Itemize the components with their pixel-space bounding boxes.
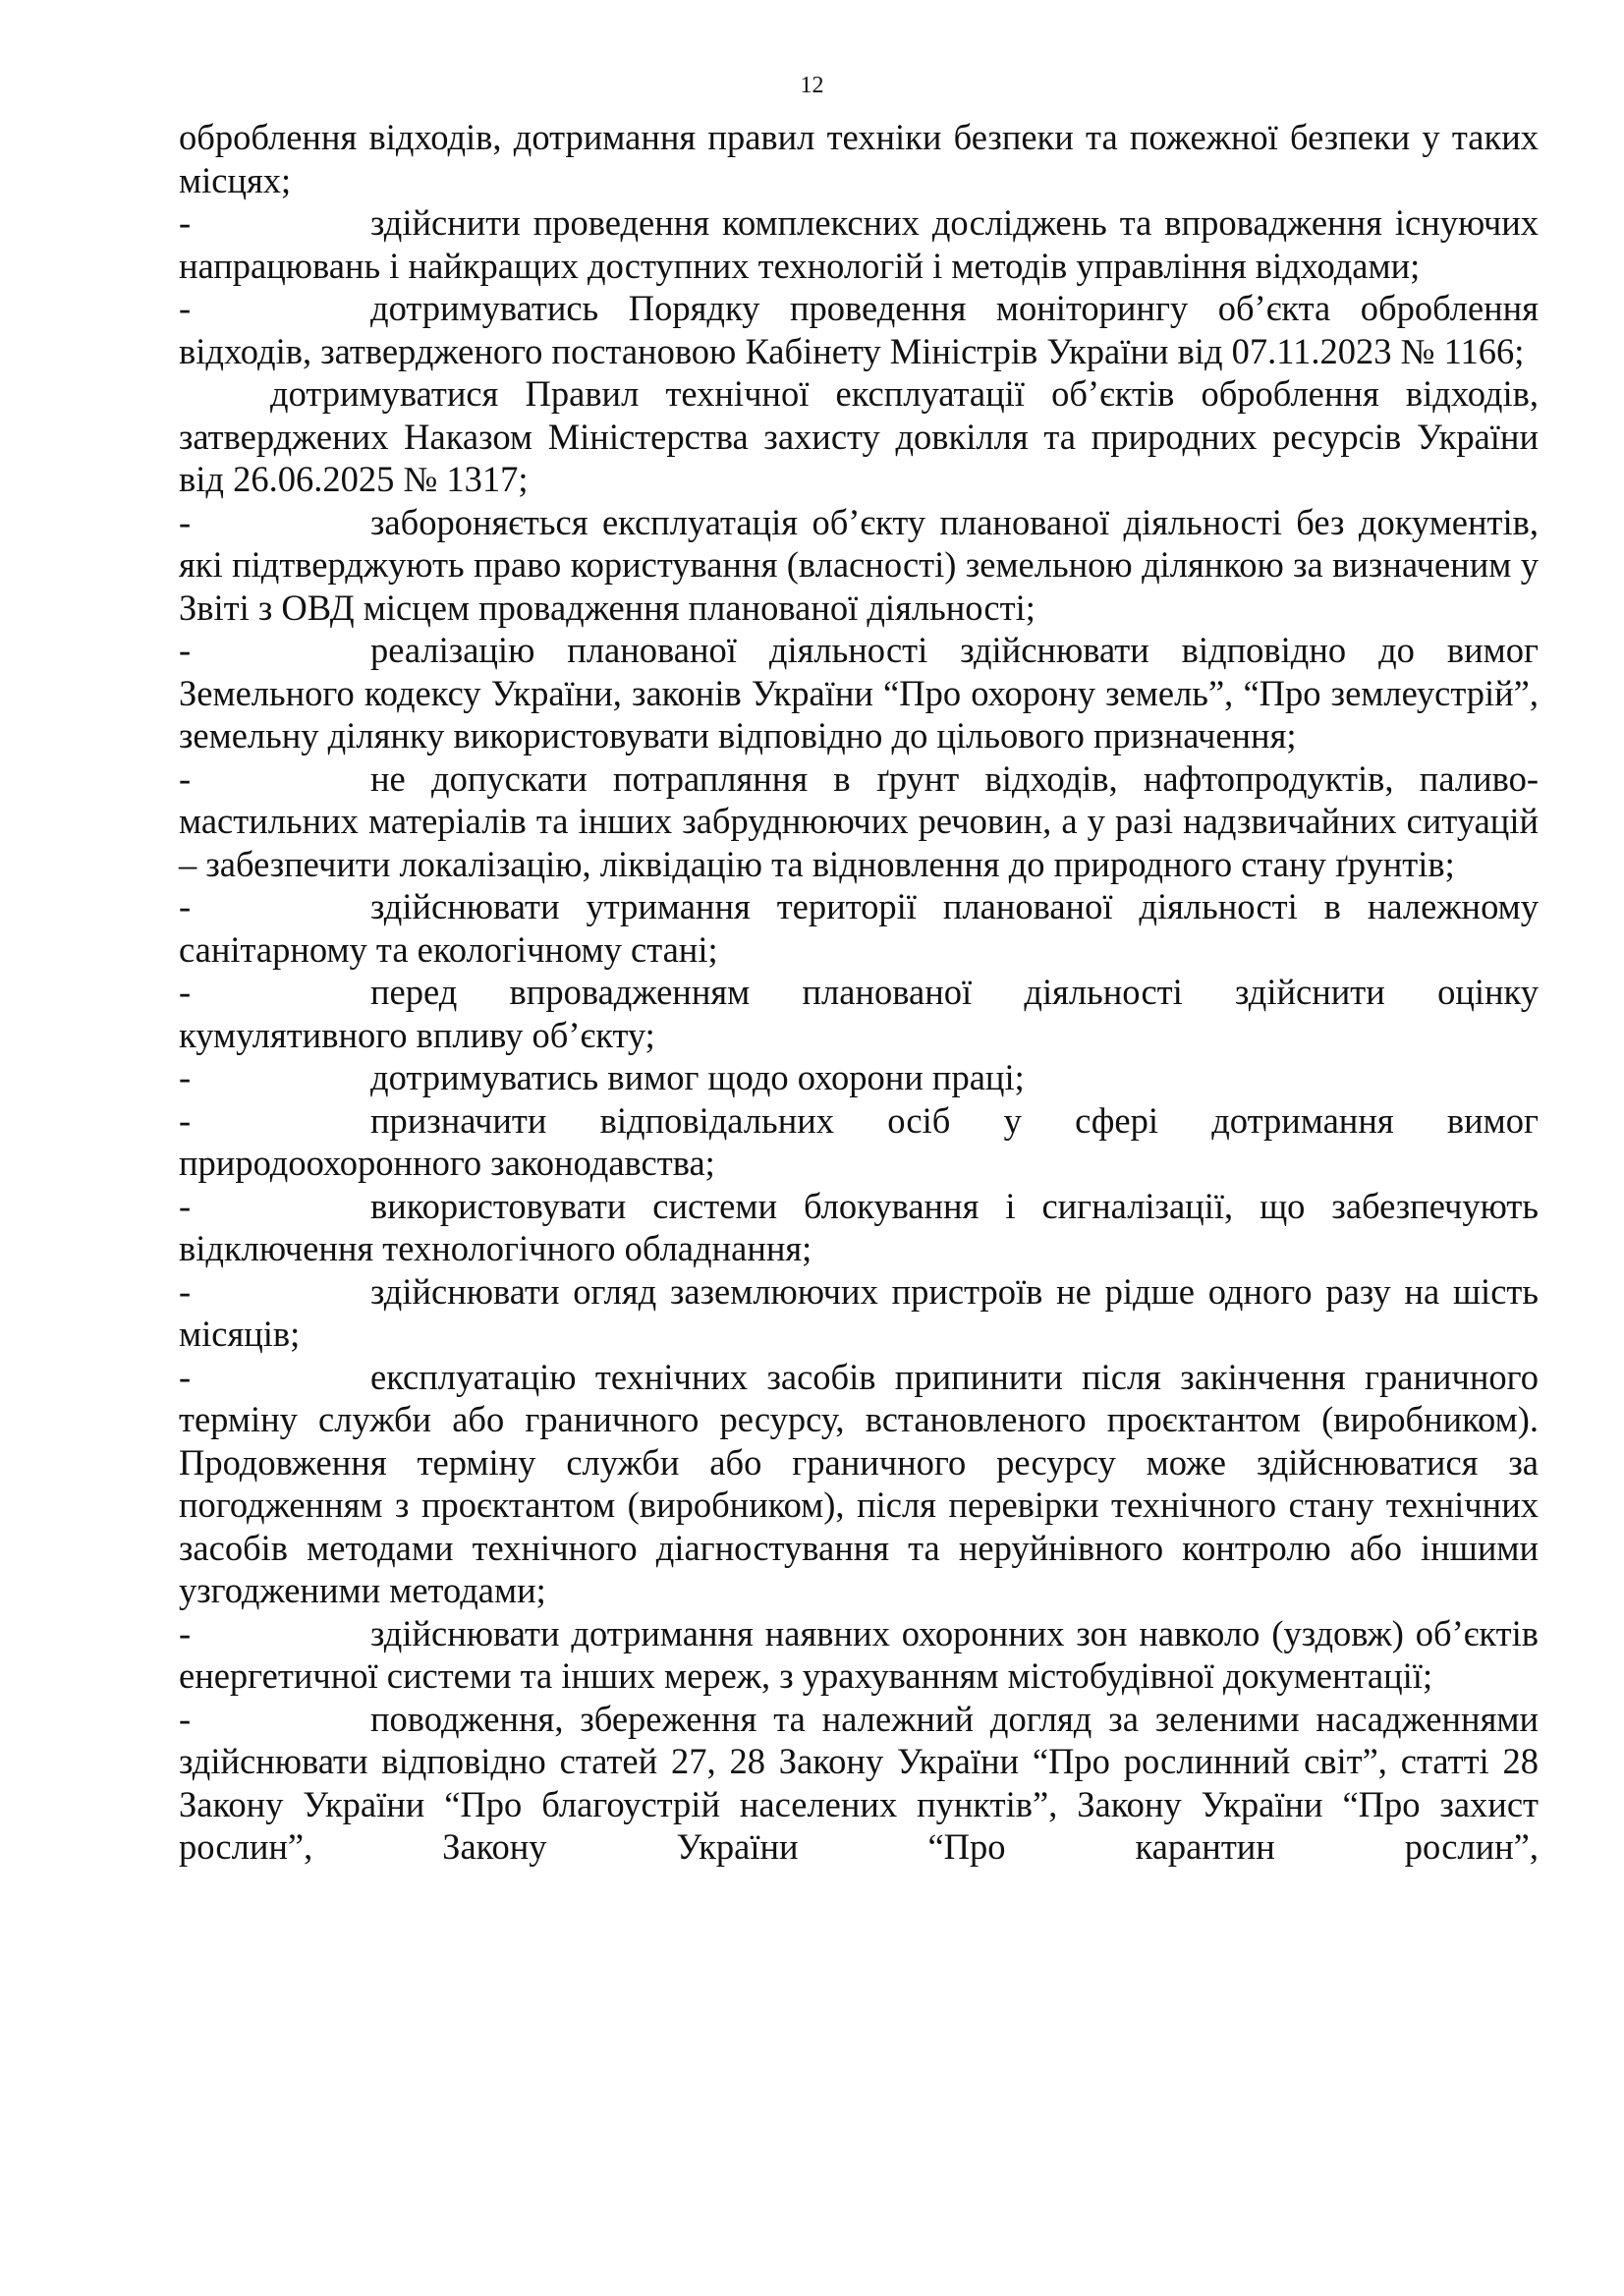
bullet-paragraph — [179, 1698, 1539, 1869]
bullet-paragraph — [179, 1056, 1539, 1099]
paragraph-text: перед впровадженням планованої діяльності здійснити оцінку кумулятивного впливу об’єкту; — [179, 972, 1539, 1055]
bullet-dash — [179, 501, 370, 544]
bullet-dash — [179, 287, 370, 330]
bullet-paragraph — [179, 287, 1539, 372]
paragraph-text: здійснювати огляд заземлюючих пристроїв не рідше одного разу на шість місяців; — [179, 1270, 1539, 1354]
bullet-dash — [179, 1356, 370, 1399]
dash-glyph: - — [179, 288, 192, 328]
bullet-paragraph — [179, 629, 1539, 757]
dash-glyph: - — [179, 1099, 192, 1141]
paragraph-text: здійснювати утримання території планованої діяльності в належному санітарному та екологічному стані; — [179, 886, 1539, 970]
bullet-paragraph — [179, 501, 1539, 630]
paragraph-text: не допускати потрапляння в ґрунт відходів, нафтопродуктів, паливо-мастильних матеріалів та інших забруднюючих речовин, а у разі надзвичайних ситуацій – забезпечити локалізацію, ліквідацію та відновлення до природного стану ґрунтів; — [179, 757, 1539, 884]
bullet-dash — [179, 1270, 370, 1314]
bullet-paragraph — [179, 1099, 1539, 1185]
indented-paragraph — [179, 372, 1539, 501]
bullet-dash — [179, 757, 370, 801]
dash-glyph: - — [179, 501, 192, 542]
dash-glyph: - — [179, 972, 192, 1012]
paragraph-text: здійснювати дотримання наявних охоронних зон навколо (уздовж) об’єктів енергетичної системи та інших мереж, з урахуванням містобудівної документації; — [179, 1612, 1539, 1696]
bullet-dash — [179, 1612, 370, 1655]
dash-glyph: - — [179, 757, 192, 799]
bullet-dash — [179, 1185, 370, 1228]
bullet-paragraph — [179, 1185, 1539, 1270]
continued-paragraph — [179, 116, 1539, 201]
paragraph-text: оброблення відходів, дотримання правил техніки безпеки та пожежної безпеки у таких місцях; — [179, 117, 1539, 200]
paragraph-text: реалізацію планованої діяльності здійснювати відповідно до вимог Земельного кодексу України, законів України “Про охорону земель”, “Про землеустрій”, земельну ділянку використовувати відповідно до цільового призначення; — [179, 630, 1539, 756]
dash-glyph: - — [179, 630, 192, 670]
bullet-dash — [179, 201, 370, 245]
paragraph-text: поводження, збереження та належний догляд за зеленими насадженнями здійснювати відповідно статей 27, 28 Закону України “Про рослинний світ”, статті 28 Закону України “Про благоустрій населених пунктів”, Закону України “Про захист рослин”, Закону України “Про карантин рослин”, — [179, 1698, 1539, 1867]
dash-glyph: - — [179, 1057, 192, 1097]
dash-glyph: - — [179, 1185, 192, 1226]
paragraph-text: дотримуватись вимог щодо охорони праці; — [370, 1057, 1025, 1097]
paragraph-text: забороняється експлуатація об’єкту планованої діяльності без документів, які підтверджують право користування (власності) земельною ділянкою за визначеним у Звіті з ОВД місцем провадження планованої діяльності; — [179, 501, 1539, 628]
bullet-paragraph — [179, 1270, 1539, 1356]
dash-glyph: - — [179, 1698, 192, 1739]
paragraph-text: використовувати системи блокування і сигналізації, що забезпечують відключення технологічного обладнання; — [179, 1185, 1539, 1268]
bullet-dash — [179, 971, 370, 1014]
document-body — [179, 116, 1539, 1869]
dash-glyph: - — [179, 886, 192, 926]
bullet-paragraph — [179, 201, 1539, 287]
bullet-paragraph — [179, 971, 1539, 1056]
dash-glyph: - — [179, 202, 192, 243]
bullet-dash — [179, 629, 370, 672]
bullet-dash — [179, 1099, 370, 1143]
bullet-paragraph — [179, 1612, 1539, 1698]
paragraph-text: призначити відповідальних осіб у сфері дотримання вимог природоохоронного законодавства; — [179, 1099, 1539, 1183]
paragraph-text: експлуатацію технічних засобів припинити після закінчення граничного терміну служби або граничного ресурсу, встановленого проєктантом (виробником). Продовження терміну служби або граничного ресурсу може здійснюватися за погодженням з проєктантом (виробником), після перевірки технічного стану технічних засобів методами технічного діагностування та неруйнівного контролю або іншими узгодженими методами; — [179, 1356, 1539, 1610]
paragraph-text: здійснити проведення комплексних досліджень та впровадження існуючих напрацювань і найкращих доступних технологій і методів управління відходами; — [179, 202, 1539, 286]
dash-glyph: - — [179, 1270, 192, 1312]
paragraph-text: дотримуватися Правил технічної експлуатації об’єктів оброблення відходів, затверджених Наказом Міністерства захисту довкілля та природних ресурсів України від 26.06.2025 № 1317; — [179, 373, 1539, 499]
bullet-paragraph — [179, 757, 1539, 886]
bullet-paragraph — [179, 1356, 1539, 1612]
bullet-paragraph — [179, 885, 1539, 971]
bullet-dash — [179, 885, 370, 928]
dash-glyph: - — [179, 1356, 192, 1397]
paragraph-text: дотримуватись Порядку проведення моніторингу об’єкта оброблення відходів, затвердженого постановою Кабінету Міністрів України від 07.11.2023 № 1166; — [179, 288, 1539, 371]
dash-glyph: - — [179, 1612, 192, 1653]
page-number: 12 — [800, 73, 824, 98]
bullet-dash — [179, 1698, 370, 1741]
bullet-dash — [179, 1056, 370, 1099]
